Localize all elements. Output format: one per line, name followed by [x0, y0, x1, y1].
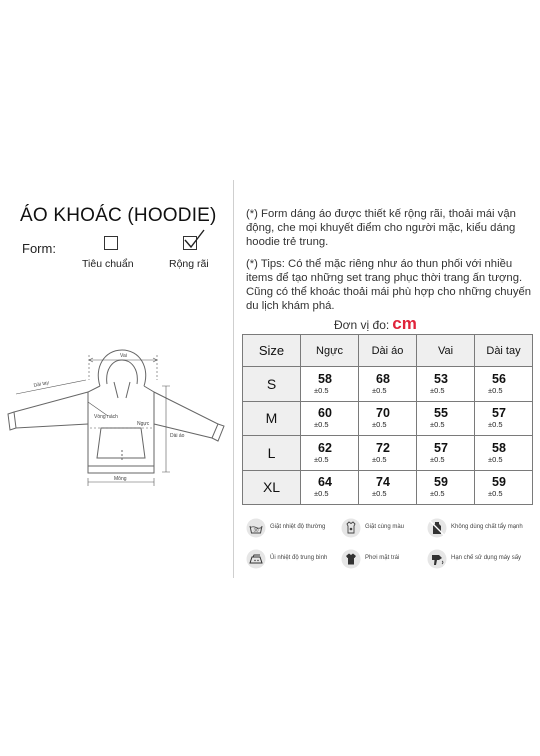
value: 74: [376, 475, 390, 490]
diagram-label-dai-tay: Dài tay: [33, 379, 50, 389]
description-form: (*) Form dáng áo được thiết kế rộng rãi, thoải mái vận động, che mọi khuyết điểm cho người mặc, kiểu dáng hoodie trẻ trung.: [246, 208, 516, 248]
tolerance: ±0.5: [372, 454, 387, 464]
iron-medium-icon: [246, 549, 266, 569]
value: 64: [318, 475, 332, 490]
care-text: Giặt cùng màu: [365, 524, 405, 530]
diagram-label-nguc: Ngực: [137, 421, 150, 427]
pocket-outline: [97, 428, 145, 458]
value-cell: [475, 401, 533, 436]
wash-color-icon: [341, 518, 361, 538]
value-cell: [301, 367, 359, 402]
right-panel: [234, 180, 540, 578]
value-cell: [417, 470, 475, 505]
tolerance: ±0.5: [430, 454, 445, 464]
care-text: Không dùng chất tẩy mạnh: [451, 524, 523, 530]
header-size: Size: [243, 335, 301, 367]
value-cell: [301, 436, 359, 471]
svg-text:30: 30: [253, 527, 259, 533]
tolerance: ±0.5: [430, 420, 445, 430]
size-cell: XL: [243, 470, 301, 505]
size-cell: M: [243, 401, 301, 436]
tolerance: ±0.5: [430, 489, 445, 499]
value-cell: [301, 401, 359, 436]
standard-checkbox[interactable]: [104, 236, 118, 250]
header-dai-tay: Dài tay: [475, 335, 533, 367]
value-cell: [417, 367, 475, 402]
tolerance: ±0.5: [488, 420, 503, 430]
checkmark-icon: [182, 228, 206, 252]
header-nguc: Ngực: [301, 335, 359, 367]
value: 60: [318, 406, 332, 421]
care-text: Phơi mặt trái: [365, 555, 400, 561]
loose-checkbox[interactable]: [183, 236, 197, 250]
care-text: Ủi nhiệt độ trung bình: [270, 555, 328, 561]
table-row: [243, 367, 533, 402]
tolerance: ±0.5: [488, 454, 503, 464]
description-tips: (*) Tips: Có thể mặc riêng như áo thun phối với nhiều items để tạo những set trang phục thời trang ấn tượng. Cũng có thể khoác thoải mái phù hợp cho những chuyến du lịch khám phá.: [246, 258, 532, 312]
tolerance: ±0.5: [314, 385, 329, 395]
value-cell: [301, 470, 359, 505]
table-row: [243, 470, 533, 505]
loose-option-label: Rộng rãi: [169, 258, 209, 270]
value: 58: [318, 371, 332, 386]
unit-label: Đơn vị đo:: [334, 318, 390, 332]
care-text: Giặt nhiệt độ thường: [270, 524, 326, 530]
value: 58: [492, 440, 506, 455]
table-header-row: [243, 335, 533, 367]
tolerance: ±0.5: [488, 385, 503, 395]
right-sleeve-outline: [154, 392, 218, 438]
tolerance: ±0.5: [314, 489, 329, 499]
standard-option-label: Tiêu chuẩn: [82, 258, 134, 270]
value-cell: [475, 436, 533, 471]
tolerance: ±0.5: [488, 489, 503, 499]
value: 72: [376, 440, 390, 455]
diagram-label-vai: Vai: [120, 353, 127, 359]
value-cell: [359, 401, 417, 436]
value: 59: [492, 475, 506, 490]
no-bleach-icon: [427, 518, 447, 538]
size-table: [242, 334, 533, 505]
left-panel: [0, 180, 233, 575]
value: 57: [434, 440, 448, 455]
tolerance: ±0.5: [314, 420, 329, 430]
table-row: [243, 436, 533, 471]
left-sleeve-outline: [14, 392, 88, 428]
value: 68: [376, 371, 390, 386]
wash-30-icon: [246, 518, 266, 538]
diagram-label-mong: Mông: [114, 476, 127, 482]
dry-inside-out-icon: [341, 549, 361, 569]
value-cell: [359, 367, 417, 402]
unit-value: cm: [392, 314, 417, 333]
size-cell: S: [243, 367, 301, 402]
header-dai-ao: Dài áo: [359, 335, 417, 367]
value-cell: [359, 436, 417, 471]
value: 70: [376, 406, 390, 421]
value: 56: [492, 371, 506, 386]
form-label: Form:: [22, 241, 56, 256]
size-cell: L: [243, 436, 301, 471]
value-cell: [475, 470, 533, 505]
value-cell: [359, 470, 417, 505]
value-cell: [475, 367, 533, 402]
value: 62: [318, 440, 332, 455]
product-title: ÁO KHOÁC (HOODIE): [20, 205, 217, 226]
limit-dryer-icon: [427, 549, 447, 569]
care-text: Hạn chế sử dụng máy sấy: [451, 555, 522, 561]
tolerance: ±0.5: [372, 489, 387, 499]
table-row: [243, 401, 533, 436]
value: 55: [434, 406, 448, 421]
hoodie-measurement-diagram: [4, 340, 232, 490]
tolerance: ±0.5: [372, 420, 387, 430]
tolerance: ±0.5: [430, 385, 445, 395]
value: 59: [434, 475, 448, 490]
value-cell: [417, 401, 475, 436]
diagram-label-vong-nach: Vòng nách: [94, 414, 118, 420]
tolerance: ±0.5: [372, 385, 387, 395]
unit-row: [334, 314, 417, 334]
tolerance: ±0.5: [314, 454, 329, 464]
header-vai: Vai: [417, 335, 475, 367]
value-cell: [417, 436, 475, 471]
care-instructions: [234, 515, 534, 570]
value: 53: [434, 371, 448, 386]
value: 57: [492, 406, 506, 421]
diagram-label-dai-ao: Dài áo: [170, 433, 185, 439]
